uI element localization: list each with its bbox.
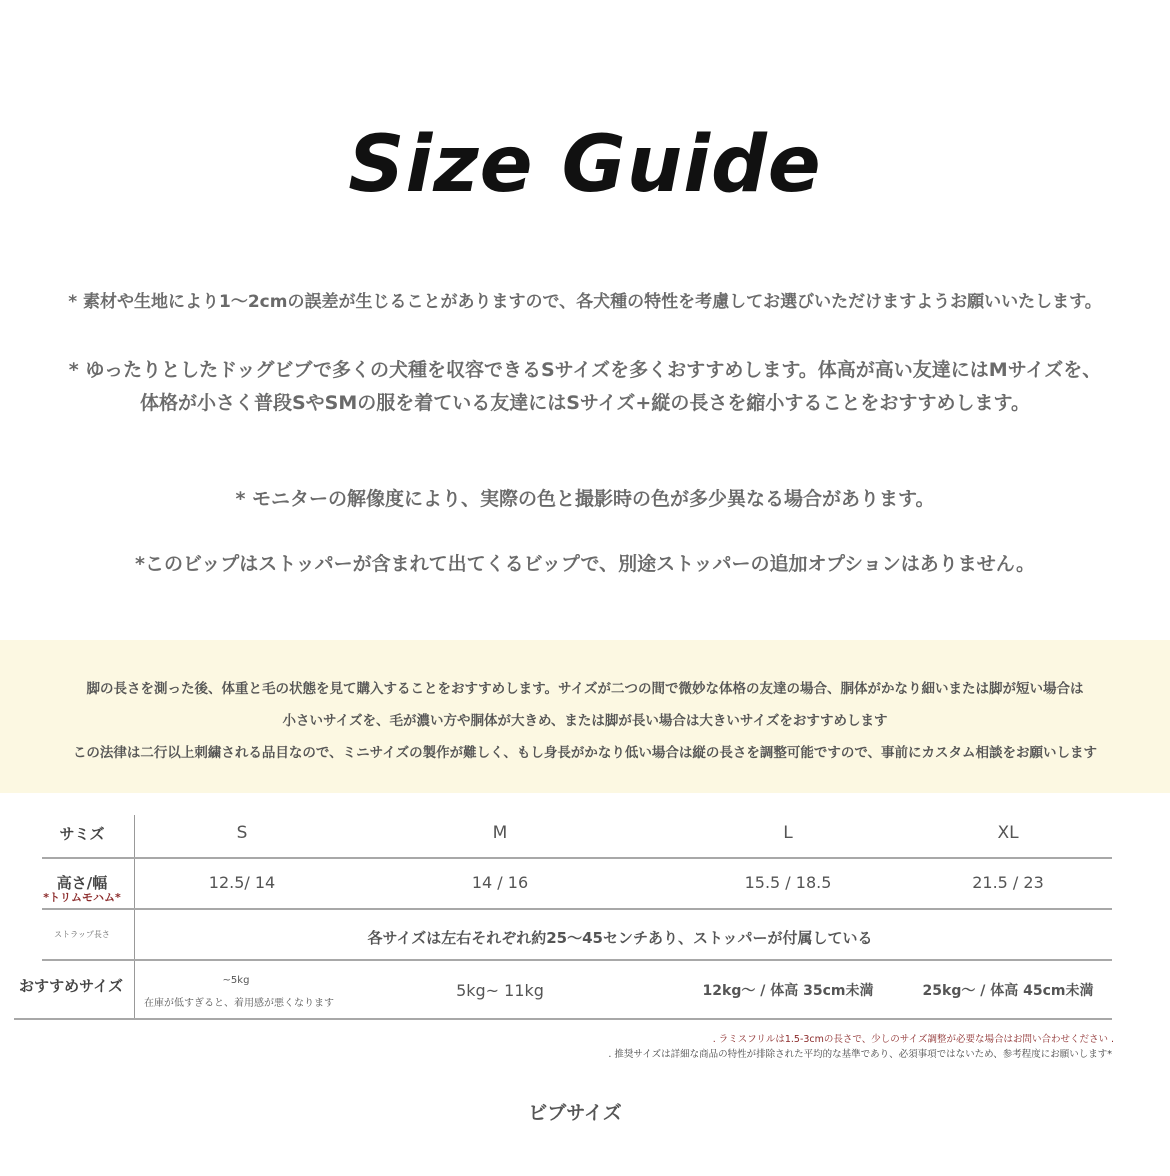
banner-line: 脚の長さを測った後、体重と毛の状態を見て購入することをおすすめします。サイズが二つの間で微妙な体格の友達の場合、胴体がかなり細いまたは脚が短い場合は: [86, 681, 1084, 697]
table-divider: [42, 908, 1112, 910]
bib-size-caption: ビブサイズ: [528, 1102, 622, 1124]
note-tolerance: * 素材や生地により1〜2cmの誤差が生じることがありますので、各犬種の特性を考慮してお選びいただけますようお願いいたします。: [68, 292, 1102, 312]
height-width-sublabel: *トリムモハム*: [43, 891, 121, 904]
table-divider: [42, 959, 1112, 961]
recommend-s-note: 在庫が低すぎると、着用感が悪くなります: [144, 998, 334, 1009]
note-recommend-line1: * ゆったりとしたドッグビブで多くの犬種を収容できるSサイズを多くおすすめします。体高が高い友達にはMサイズを、: [68, 359, 1102, 381]
banner-line: 小さいサイズを、毛が濃い方や胴体が大きめ、または脚が長い場合は大きいサイズをおすすめします: [282, 713, 888, 729]
height-value-l: 15.5 / 18.5: [744, 873, 832, 892]
recommend-size-label: おすすめサイズ: [19, 977, 123, 995]
recommend-xl-value: 25kg〜 / 体高 45cm未満: [922, 983, 1094, 999]
recommend-l-value: 12kg〜 / 体高 35cm未満: [702, 983, 874, 999]
strap-length-label: ストラップ長さ: [54, 930, 110, 939]
note-stopper: *このビップはストッパーが含まれて出てくるビップで、別途ストッパーの追加オプションはありません。: [135, 553, 1035, 575]
banner-line: この法律は二行以上刺繍される品目なので、ミニサイズの製作が難しく、もし身長がかなり低い場合は縦の長さを調整可能ですので、事前にカスタム相談をお願いします: [72, 745, 1098, 761]
height-width-label: 高さ/幅: [56, 874, 108, 892]
page-title: Size Guide: [348, 120, 822, 210]
note-monitor-color: * モニターの解像度により、実際の色と撮影時の色が多少異なる場合があります。: [235, 488, 935, 510]
footnote-recommend-standard: . 推奨サイズは詳細な商品の特性が排除された平均的な基準であり、必須事項ではないため、参考程度にお願いします*: [608, 1049, 1112, 1060]
strap-length-value: 各サイズは左右それぞれ約25〜45センチあり、ストッパーが付属している: [367, 929, 873, 947]
advice-banner: [0, 640, 1170, 793]
table-divider: [14, 1018, 1112, 1020]
note-recommend-line2: 体格が小さく普段SやSMの服を着ている友達にはSサイズ+縦の長さを縮小することをおすすめします。: [139, 392, 1031, 414]
table-divider: [42, 857, 1112, 859]
footnote-frill: . ラミスフリルは1.5-3cmの長さで、少しのサイズ調整が必要な場合はお問い合わせください .: [712, 1034, 1114, 1045]
height-value-s: 12.5/ 14: [208, 873, 276, 892]
height-value-xl: 21.5 / 23: [972, 873, 1044, 892]
recommend-m-value: 5kg~ 11kg: [456, 981, 544, 1000]
height-value-m: 14 / 16: [471, 873, 529, 892]
size-xl-header: XL: [997, 823, 1019, 843]
size-header-label: サミズ: [59, 825, 105, 843]
size-l-header: L: [783, 823, 793, 843]
size-s-header: S: [236, 823, 248, 843]
size-m-header: M: [492, 823, 508, 843]
recommend-s-weight: ~5kg: [222, 975, 250, 986]
table-divider-vertical: [134, 815, 135, 1019]
